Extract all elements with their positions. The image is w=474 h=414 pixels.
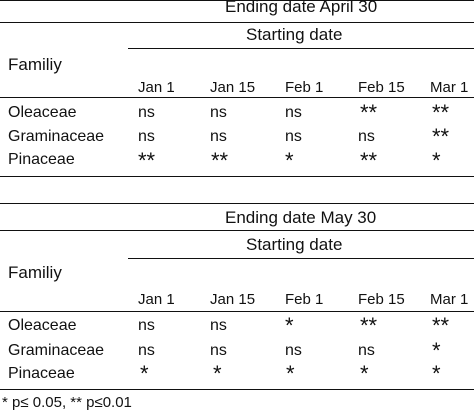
table2-cell: ns xyxy=(285,342,302,359)
table2-cell: * xyxy=(213,361,222,386)
table2-row-graminaceae-label: Graminaceae xyxy=(8,342,105,359)
table2-col-feb1: Feb 1 xyxy=(285,291,324,308)
table2-ending-date: Ending date May 30 xyxy=(225,208,377,227)
table2-cell: * xyxy=(140,361,149,386)
table2-cell: * xyxy=(432,338,441,363)
table1-cell: ** xyxy=(360,100,378,125)
significance-footnote: * p≤ 0.05, ** p≤0.01 xyxy=(2,394,132,411)
table1-col-mar1: Mar 1 xyxy=(430,79,469,96)
table1-ending-rule xyxy=(0,22,474,23)
table1-cell: ns xyxy=(358,128,375,145)
table1-cell: ns xyxy=(138,104,155,121)
table2-row-oleaceae-label: Oleaceae xyxy=(8,317,77,334)
table1-row-pinaceae-label: Pinaceae xyxy=(8,151,75,168)
table2-cell: * xyxy=(285,313,294,338)
table2-cell: ns xyxy=(138,342,155,359)
table2-cell: ns xyxy=(358,342,375,359)
table1-col-jan1: Jan 1 xyxy=(138,79,175,96)
table2-cell: ** xyxy=(360,313,378,338)
table1-cell: ** xyxy=(432,100,450,125)
table1-cell: ns xyxy=(210,128,227,145)
table1-col-feb15: Feb 15 xyxy=(358,79,405,96)
table2-cell: ** xyxy=(432,313,450,338)
table2-cell: ns xyxy=(210,317,227,334)
table2-row-pinaceae-label: Pinaceae xyxy=(8,365,75,382)
table1-cell: ns xyxy=(210,104,227,121)
table2-bottom-rule xyxy=(0,389,474,390)
table1-cell: ** xyxy=(138,148,156,173)
table1-row-graminaceae-label: Graminaceae xyxy=(8,128,105,145)
table1-cell: ns xyxy=(138,128,155,145)
table1-cell: ns xyxy=(285,128,302,145)
table2-cell: * xyxy=(286,361,295,386)
table2-cell: ns xyxy=(210,342,227,359)
table2-cell: * xyxy=(360,361,369,386)
table1-row-oleaceae-label: Oleaceae xyxy=(8,104,77,121)
table2-ending-rule xyxy=(0,230,474,231)
table2-col-mar1: Mar 1 xyxy=(430,291,469,308)
table1-cell: ** xyxy=(432,124,450,149)
table2-family-header: Familiy xyxy=(8,263,62,282)
table1-bottom-rule xyxy=(0,176,474,177)
table1-col-jan15: Jan 15 xyxy=(210,79,256,96)
table2-top-rule xyxy=(0,203,474,204)
table2-starting-date-header: Starting date xyxy=(246,235,343,254)
table1-cell: ns xyxy=(285,104,302,121)
table2-starting-rule xyxy=(128,258,474,259)
table1-cell: ** xyxy=(360,148,378,173)
table1-family-header: Familiy xyxy=(8,55,62,74)
table1-cell: * xyxy=(432,148,441,173)
table1-cell: * xyxy=(285,148,294,173)
table2-col-jan1: Jan 1 xyxy=(138,291,175,308)
table2-col-feb15: Feb 15 xyxy=(358,291,405,308)
table1-starting-date-header: Starting date xyxy=(246,25,343,44)
table2-cell: * xyxy=(432,361,441,386)
table1-ending-date: Ending date April 30 xyxy=(225,0,378,16)
table1-col-feb1: Feb 1 xyxy=(285,79,324,96)
table1-starting-rule xyxy=(128,48,474,49)
table1-cell: ** xyxy=(211,148,229,173)
table2-cell: ns xyxy=(138,317,155,334)
table1-header-rule xyxy=(0,97,474,98)
table2-header-rule xyxy=(0,311,474,312)
table2-col-jan15: Jan 15 xyxy=(210,291,256,308)
